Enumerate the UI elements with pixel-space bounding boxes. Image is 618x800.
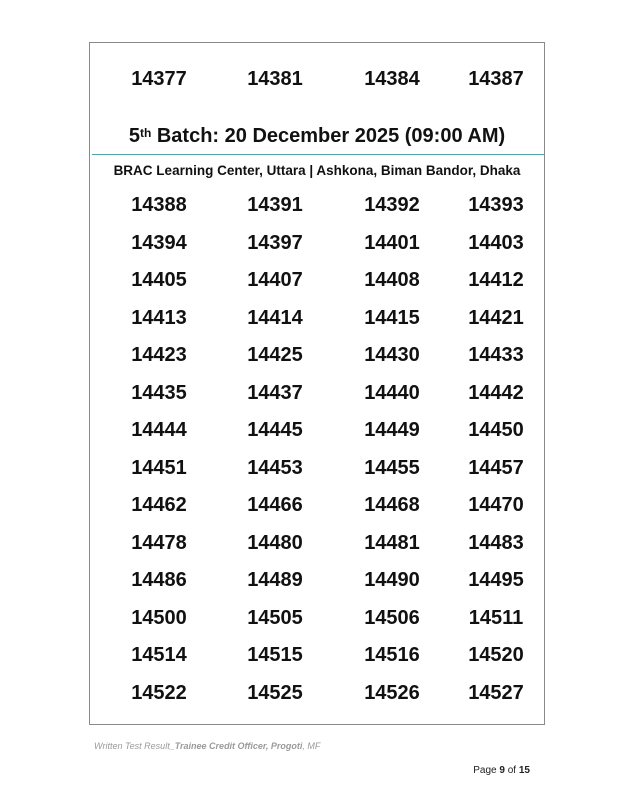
roll-number: 14391 bbox=[247, 194, 303, 216]
roll-number: 14407 bbox=[247, 269, 303, 291]
roll-row bbox=[0, 640, 618, 670]
roll-number: 14381 bbox=[247, 68, 303, 90]
roll-number: 14405 bbox=[131, 269, 187, 291]
roll-number: 14403 bbox=[468, 231, 524, 254]
roll-number: 14506 bbox=[364, 606, 420, 629]
roll-number: 14481 bbox=[364, 531, 420, 554]
batch-title: Batch: 20 December 2025 (09:00 AM) bbox=[151, 125, 506, 147]
roll-number: 14480 bbox=[247, 531, 303, 554]
roll-number: 14425 bbox=[247, 344, 303, 366]
roll-row bbox=[0, 64, 618, 94]
roll-number: 14505 bbox=[247, 606, 303, 629]
roll-number: 14466 bbox=[247, 494, 303, 516]
roll-row bbox=[0, 603, 618, 633]
roll-number: 14462 bbox=[131, 494, 187, 516]
roll-number: 14511 bbox=[468, 606, 524, 629]
roll-number: 14478 bbox=[131, 531, 187, 554]
roll-row bbox=[0, 303, 618, 333]
roll-number: 14442 bbox=[468, 381, 524, 404]
venue-line: BRAC Learning Center, Uttara | Ashkona, Biman Bandor, Dhaka bbox=[113, 163, 521, 178]
roll-number: 14433 bbox=[468, 344, 524, 366]
roll-row bbox=[0, 565, 618, 595]
roll-number: 14453 bbox=[247, 456, 303, 479]
footer-title: Trainee Credit Officer, Progoti bbox=[174, 741, 303, 751]
roll-number: 14444 bbox=[131, 419, 187, 441]
roll-row bbox=[0, 340, 618, 370]
roll-row bbox=[0, 228, 618, 258]
roll-number: 14423 bbox=[131, 344, 187, 366]
page-current: 9 bbox=[499, 765, 505, 776]
roll-number: 14387 bbox=[468, 68, 524, 90]
roll-number: 14393 bbox=[468, 194, 524, 216]
batch-ordinal-suffix: th bbox=[139, 126, 152, 140]
roll-number: 14377 bbox=[131, 68, 187, 90]
footer-suffix: , MF bbox=[302, 741, 321, 751]
roll-number: 14450 bbox=[468, 419, 524, 441]
roll-number: 14451 bbox=[131, 456, 187, 479]
roll-number: 14470 bbox=[468, 494, 524, 516]
roll-number: 14449 bbox=[364, 419, 420, 441]
roll-number: 14388 bbox=[131, 194, 187, 216]
roll-number: 14525 bbox=[247, 681, 303, 704]
roll-number: 14455 bbox=[364, 456, 420, 479]
roll-number: 14437 bbox=[247, 381, 303, 404]
roll-number: 14392 bbox=[364, 194, 420, 216]
roll-number: 14500 bbox=[131, 606, 187, 629]
roll-number: 14401 bbox=[364, 231, 420, 254]
roll-row bbox=[0, 528, 618, 558]
footer-prefix: Written Test Result_ bbox=[94, 741, 175, 751]
roll-number: 14527 bbox=[468, 681, 524, 704]
roll-row bbox=[0, 190, 618, 220]
roll-number: 14415 bbox=[364, 306, 420, 329]
page-number bbox=[473, 765, 530, 776]
footer-document-title bbox=[94, 741, 320, 751]
roll-number: 14394 bbox=[131, 231, 187, 254]
heading-divider bbox=[92, 154, 544, 155]
roll-number: 14490 bbox=[364, 569, 420, 591]
roll-row bbox=[0, 453, 618, 483]
batch-heading bbox=[89, 122, 545, 150]
roll-number: 14413 bbox=[131, 306, 187, 329]
roll-row bbox=[0, 265, 618, 295]
roll-row bbox=[0, 378, 618, 408]
roll-row bbox=[0, 678, 618, 708]
roll-number: 14483 bbox=[468, 531, 524, 554]
roll-number: 14412 bbox=[468, 269, 524, 291]
roll-number: 14514 bbox=[131, 644, 187, 666]
roll-row bbox=[0, 490, 618, 520]
batch-number: 5 bbox=[128, 125, 140, 147]
roll-number: 14489 bbox=[247, 569, 303, 591]
roll-number: 14515 bbox=[247, 644, 303, 666]
roll-number: 14520 bbox=[468, 644, 524, 666]
roll-number: 14457 bbox=[468, 456, 524, 479]
roll-number: 14430 bbox=[364, 344, 420, 366]
roll-number: 14397 bbox=[247, 231, 303, 254]
roll-number: 14445 bbox=[247, 419, 303, 441]
roll-number: 14516 bbox=[364, 644, 420, 666]
roll-number: 14486 bbox=[131, 569, 187, 591]
roll-row bbox=[0, 415, 618, 445]
roll-number: 14384 bbox=[364, 68, 420, 90]
roll-number: 14435 bbox=[131, 381, 187, 404]
roll-number: 14468 bbox=[364, 494, 420, 516]
page-of: of bbox=[504, 765, 519, 776]
page-label: Page bbox=[473, 765, 500, 776]
roll-number: 14495 bbox=[468, 569, 524, 591]
roll-number: 14440 bbox=[364, 381, 420, 404]
page-total: 15 bbox=[518, 765, 530, 776]
roll-number: 14526 bbox=[364, 681, 420, 704]
roll-number: 14408 bbox=[364, 269, 420, 291]
roll-number: 14414 bbox=[247, 306, 303, 329]
roll-number: 14421 bbox=[468, 306, 524, 329]
roll-number: 14522 bbox=[131, 681, 187, 704]
